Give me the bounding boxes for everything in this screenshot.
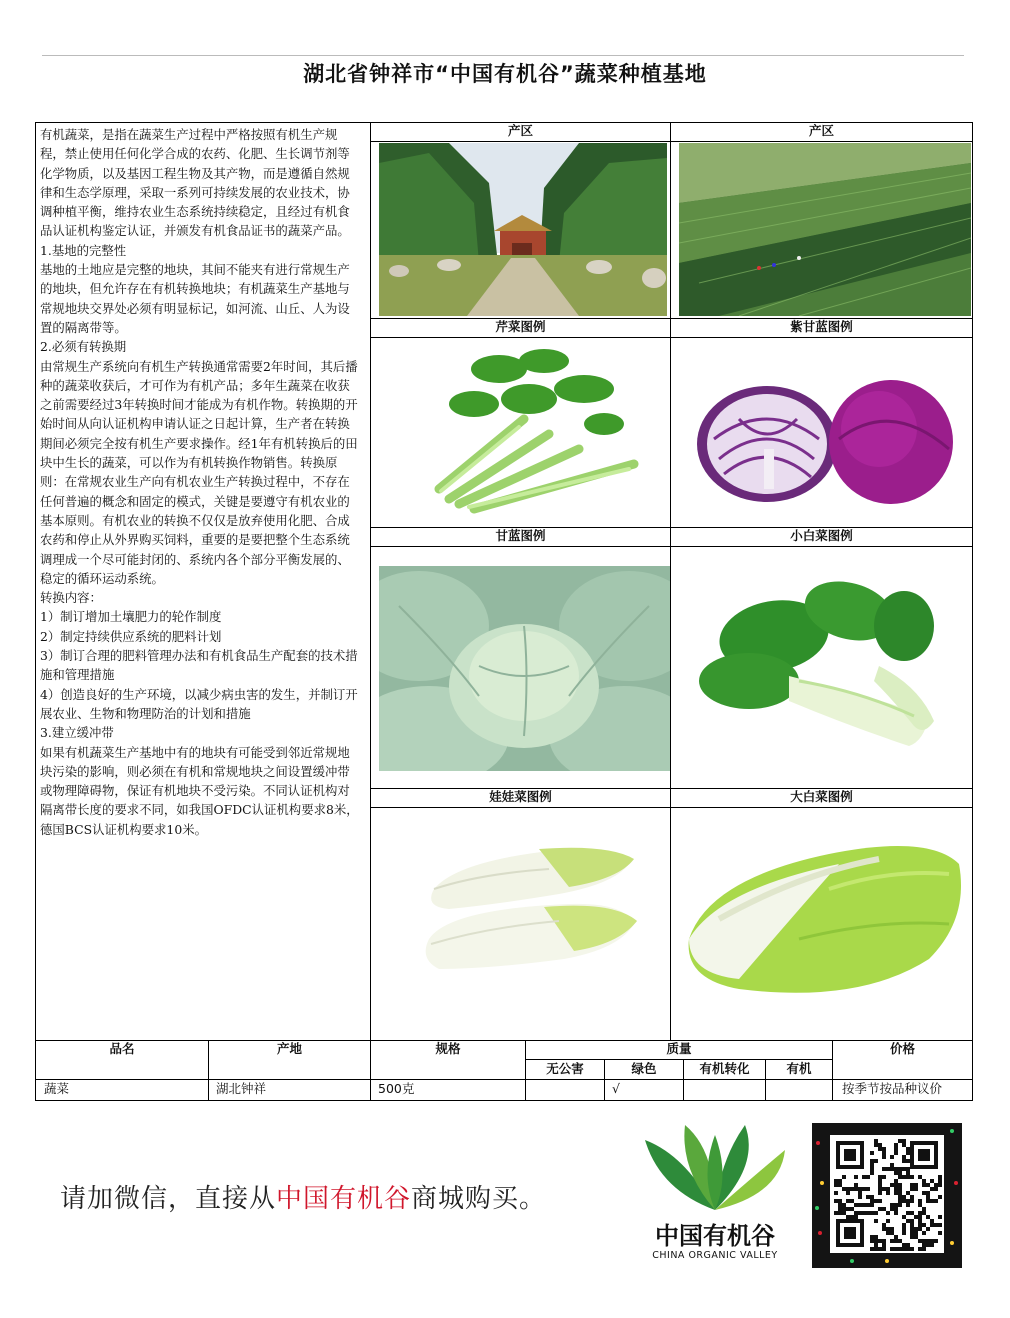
- promo-brand: 中国有机谷: [276, 1184, 412, 1214]
- row-spec: 500克: [378, 1081, 415, 1096]
- th-origin: 产地: [276, 1041, 302, 1056]
- baby-cabbage-photo: [379, 829, 670, 984]
- desc-para: 由常规生产系统向有机生产转换通常需要2年时间，其后播种的蔬菜收获后，才可作为有机产品；多年生蔬菜在收获之前需要经过3年转换时间才能成为有机作物。转换期的开始时间从向认证机构申请认证之日起计算，生产者在转换期间必须完全按有机生产要求操作。经1年有机转换后的田块中生长的蔬菜，可以作为有机转换作物销售。转换原则：在常规农业生产向有机农业生产转换过程中，不存在任何普遍的概念和固定的模式，关键是要遵守有机农业的基本原则。有机农业的转换不仅仅是放弃使用化肥、合成农药和停止从外界购买饲料，重要的是要把整个生态系统调理成一个尽可能封闭的、系统内各个部分平衡发展的、稳定的循环运动系统。: [40, 358, 358, 586]
- brand-logo: [640, 1120, 790, 1270]
- quality-level: 绿色: [631, 1061, 657, 1076]
- promo-text: 请加微信，直接从中国有机谷商城购买。: [60, 1184, 547, 1214]
- region-photo-tomb: [379, 143, 667, 316]
- celery-header: 芹菜图例: [495, 319, 546, 334]
- quality-level: 无公害: [546, 1061, 584, 1076]
- cabbage-header: 甘蓝图例: [495, 528, 546, 543]
- celery-photo: [379, 339, 667, 525]
- region-header-right: 产区: [808, 123, 834, 138]
- th-price: 价格: [889, 1041, 915, 1056]
- leaf-logo-icon: [640, 1120, 790, 1215]
- napa-cabbage-header: 大白菜图例: [790, 789, 853, 804]
- th-spec: 规格: [435, 1041, 461, 1056]
- logo-en: CHINA ORGANIC VALLEY: [652, 1250, 778, 1261]
- quality-level: 有机转化: [699, 1061, 750, 1076]
- desc-para: 如果有机蔬菜生产基地中有的地块有可能受到邻近常规地块污染的影响，则必须在有机和常规地块之间设置缓冲带或物理障碍物，保证有机地块不受污染。不同认证机构对隔离带长度的要求不同，如我国OFDC认证机构要求8米，德国BCS认证机构要求10米。: [40, 744, 359, 837]
- list-item: 1）制订增加土壤肥力的轮作制度: [40, 609, 222, 625]
- wechat-qr-code[interactable]: [812, 1123, 962, 1268]
- description-text: [40, 125, 362, 839]
- logo-cn: 中国有机谷: [655, 1221, 775, 1250]
- desc-para: 有机蔬菜，是指在蔬菜生产过程中严格按照有机生产规程，禁止使用任何化学合成的农药、化肥、生长调节剂等化学物质，以及基因工程生物及其产物，而是遵循自然规律和生态学原理，采取一系列可持续发展的农业技术，协调种植平衡，维持农业生态系统持续稳定，且经过有机食品认证机构鉴定认证，并颁发有机食品证书的蔬菜产品。: [40, 127, 350, 239]
- list-item: 3）制订合理的肥料管理办法和有机食品生产配套的技术措施和管理措施: [40, 648, 358, 683]
- section-heading: 3.建立缓冲带: [40, 725, 114, 741]
- section-heading: 1.基地的完整性: [40, 242, 127, 258]
- bok-choy-header: 小白菜图例: [790, 528, 853, 543]
- row-check: √: [612, 1081, 620, 1096]
- row-name: 蔬菜: [44, 1081, 70, 1096]
- top-rule: [42, 55, 964, 56]
- red-cabbage-header: 紫甘蓝图例: [790, 319, 853, 334]
- page-title: 湖北省钟祥市“中国有机谷”蔬菜种植基地: [303, 62, 707, 86]
- list-item: 4）创造良好的生产环境，以减少病虫害的发生，并制订开展农业、生物和物理防治的计划和措施: [40, 686, 358, 721]
- region-photo-fields: [679, 143, 971, 316]
- region-header-left: 产区: [507, 123, 533, 138]
- th-quality: 质量: [666, 1041, 692, 1056]
- red-cabbage-photo: [679, 339, 971, 525]
- list-item: 2）制定持续供应系统的肥料计划: [40, 628, 222, 644]
- quality-level: 有机: [786, 1061, 812, 1076]
- baby-cabbage-header: 娃娃菜图例: [489, 789, 552, 804]
- row-origin: 湖北钟祥: [216, 1081, 267, 1096]
- th-name: 品名: [109, 1041, 135, 1056]
- napa-cabbage-photo: [679, 829, 971, 1009]
- section-heading: 转换内容：: [40, 590, 102, 606]
- row-price: 按季节按品种议价: [842, 1081, 943, 1096]
- bok-choy-photo: [679, 566, 971, 771]
- desc-para: 基地的土地应是完整的地块，其间不能夹有进行常规生产的地块，但允许存在有机转换地块；有机蔬菜生产基地与常规地块交界处必须有明显标记，如河流、山丘、人为设置的隔离带等。: [40, 262, 350, 335]
- cabbage-photo: [379, 566, 670, 771]
- section-heading: 2.必须有转换期: [40, 339, 127, 355]
